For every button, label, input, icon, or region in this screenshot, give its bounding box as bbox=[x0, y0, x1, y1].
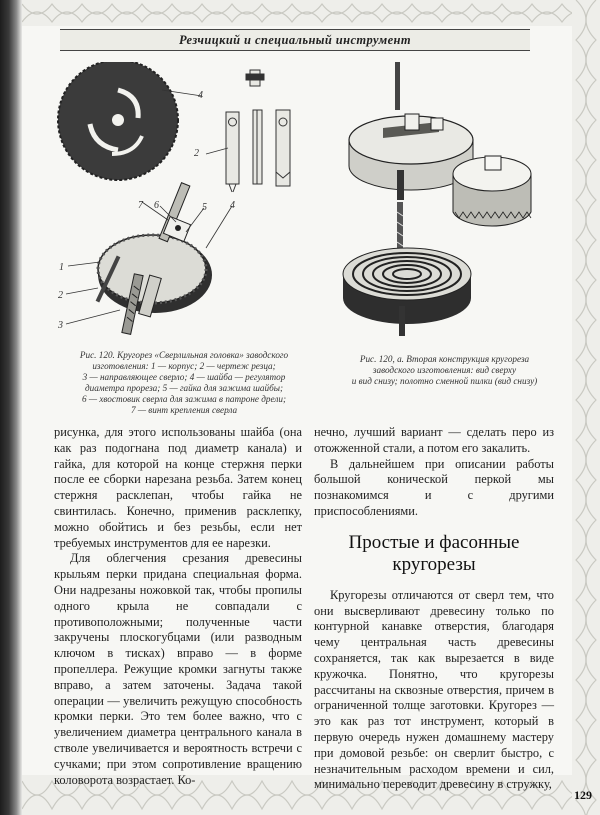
cutter-body-disk-drawing bbox=[58, 62, 202, 180]
label-3: 3 bbox=[58, 320, 63, 331]
label-1: 1 bbox=[59, 262, 64, 273]
caption-line: 6 — хвостовик сверла для зажима в патроне дрели; bbox=[81, 394, 287, 404]
section-heading-line-1: Простые и фасонные bbox=[348, 531, 520, 553]
figure-120-illustration bbox=[50, 62, 320, 347]
label-2-bottom: 2 bbox=[58, 290, 63, 301]
label-4-top: 4 bbox=[198, 90, 203, 101]
label-2-top: 2 bbox=[194, 148, 199, 159]
figure-120a-illustration bbox=[335, 62, 550, 352]
caption-line: диаметра прореза; 5 — гайка для зажима шайбы; bbox=[84, 383, 284, 393]
caption-line: Рис. 120. Кругорез «Сверлильная головка» заводского bbox=[79, 350, 289, 360]
section-heading bbox=[314, 532, 554, 576]
caption-line: Рис. 120, а. Вторая конструкция кругореза bbox=[359, 354, 530, 364]
left-column-text bbox=[54, 425, 302, 788]
section-heading-line-2: кругорезы bbox=[392, 553, 476, 575]
cutter-blade-drawings bbox=[226, 70, 290, 192]
figure-120a-caption bbox=[322, 354, 567, 387]
ornamental-border-top bbox=[22, 0, 572, 26]
cutter-bottom-view-drawing bbox=[343, 202, 471, 336]
figure-120-caption bbox=[48, 350, 320, 416]
saw-blade-drawing bbox=[453, 156, 531, 226]
label-5: 5 bbox=[202, 202, 207, 213]
caption-line: 3 — направляющее сверло; 4 — шайба — регулятор bbox=[82, 372, 286, 382]
running-header bbox=[60, 29, 530, 51]
page-number: 129 bbox=[574, 788, 592, 802]
book-gutter-shadow bbox=[0, 0, 22, 815]
label-6: 6 bbox=[154, 200, 159, 211]
paragraph: Для облегчения срезания древесины крыльям перки придана специальная форма. Они надрезаны ножовкой так, чтобы пропилы одного крыла не совпадали с противоположными; полученные части закручены плоскогубцами (или разводным ключом в тисках) вправо — в форме пропеллера. Режущие кромки загнуты также вправо, а затем заточены. Задача такой операции — увеличить режущую способность кромки перки. Это тем более важно, что с увеличением диаметра центрального канала в стволе увеличивается и вероятность встречи с сучками; при этом сопротивление вращению коловорота возрастает. Ко- bbox=[54, 551, 302, 787]
paragraph: нечно, лучший вариант — сделать перо из отожженной стали, а потом его закалить. bbox=[314, 425, 554, 455]
caption-line: 7 — винт крепления сверла bbox=[130, 405, 238, 415]
ornamental-border-right bbox=[572, 0, 600, 815]
paragraph: рисунка, для этого использованы шайба (она как раз подогнана под диаметр канала) и гайка, для которой на конце стержня перки после ее сборки нарезана резьба. Затем конец стержня расклепан, чтобы гайка не свинтилась. Конечно, применив расклепку, можно обойтись и без резьбы, если нет требуемых инструментов для ее нарезки. bbox=[54, 425, 302, 550]
paragraph: В дальнейшем при описании работы большой конической перкой мы познакомимся и с другими приспособлениями. bbox=[314, 456, 554, 518]
caption-line: и вид снизу; полотно сменной пилки (вид снизу) bbox=[351, 376, 538, 386]
paragraph: Кругорезы отличаются от сверл тем, что они высверливают древесину только по контурной канавке отверстия, благодаря чему центральная часть древесины сохраняется, так как вырезается в виде кружочка. Понятно, что кругорезы рассчитаны на сквозные отверстия, причем в ограниченной толще заготовки. Кругорез — это как раз тот инструмент, который в первую очередь нужен домашнему мастеру при домовой резьбе: он сверлит быстро, с незначительным расходом времени и сил, минимально переводит древесину в стружку, bbox=[314, 587, 554, 792]
label-7: 7 bbox=[138, 200, 143, 211]
label-4-bottom: 4 bbox=[230, 200, 235, 211]
right-column-text bbox=[314, 425, 554, 793]
running-header-title: Резчицкий и специальный инструмент bbox=[178, 32, 412, 47]
caption-line: изготовления: 1 — корпус; 2 — чертеж резца; bbox=[92, 361, 276, 371]
caption-line: заводского изготовления: вид сверху bbox=[372, 365, 517, 375]
